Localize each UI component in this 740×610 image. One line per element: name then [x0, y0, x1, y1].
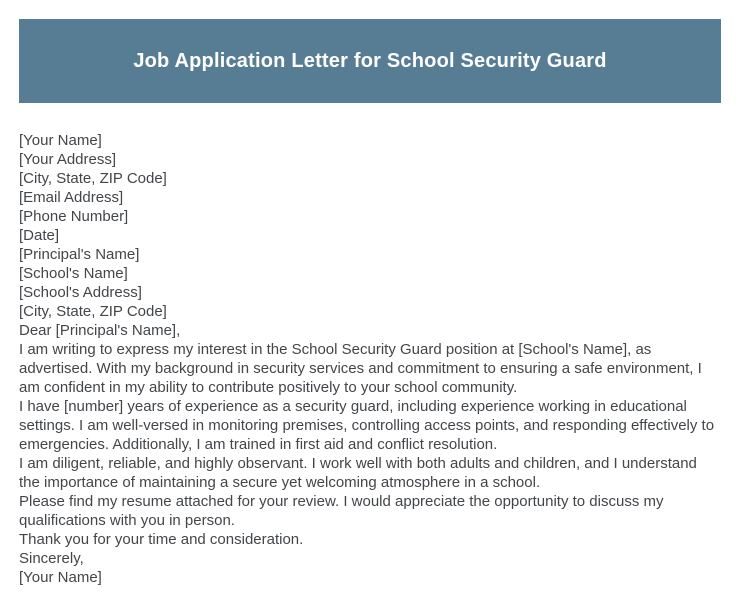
sender-phone-line: [Phone Number]	[19, 208, 129, 225]
document-header	[19, 19, 721, 103]
sender-city-line: [City, State, ZIP Code]	[19, 170, 167, 187]
letter-paragraph-experience: I have [number] years of experience as a security guard, including experience working in educational settings. I am well-versed in monitoring premises, controlling access points, and responding effectively to emergencies. Additionally, I am trained in first aid and conflict resolution.	[19, 398, 715, 453]
date-line: [Date]	[19, 227, 60, 244]
letter-paragraph-intro: I am writing to express my interest in the School Security Guard position at [School's Name], as advertised. With my background in security services and commitment to ensuring a safe environment, I am confident in my ability to contribute positively to your school community.	[19, 341, 702, 396]
salutation-line: Dear [Principal's Name],	[19, 322, 181, 339]
recipient-name-line: [Principal's Name]	[19, 246, 140, 263]
sender-email-line: [Email Address]	[19, 189, 124, 206]
closing-name-line: [Your Name]	[19, 569, 102, 586]
closing-thanks-line: Thank you for your time and consideration.	[19, 531, 304, 548]
recipient-city-line: [City, State, ZIP Code]	[19, 303, 167, 320]
recipient-school-line: [School's Name]	[19, 265, 128, 282]
closing-signoff-line: Sincerely,	[19, 550, 84, 567]
document-title: Job Application Letter for School Security Guard	[133, 49, 607, 72]
letter-body	[19, 131, 720, 587]
sender-name-line: [Your Name]	[19, 132, 102, 149]
letter-paragraph-resume: Please find my resume attached for your review. I would appreciate the opportunity to discuss my qualifications with you in person.	[19, 493, 664, 529]
recipient-address-line: [School's Address]	[19, 284, 142, 301]
letter-paragraph-qualities: I am diligent, reliable, and highly observant. I work well with both adults and children, and I understand the importance of maintaining a secure yet welcoming atmosphere in a school.	[19, 455, 697, 491]
sender-address-line: [Your Address]	[19, 151, 117, 168]
